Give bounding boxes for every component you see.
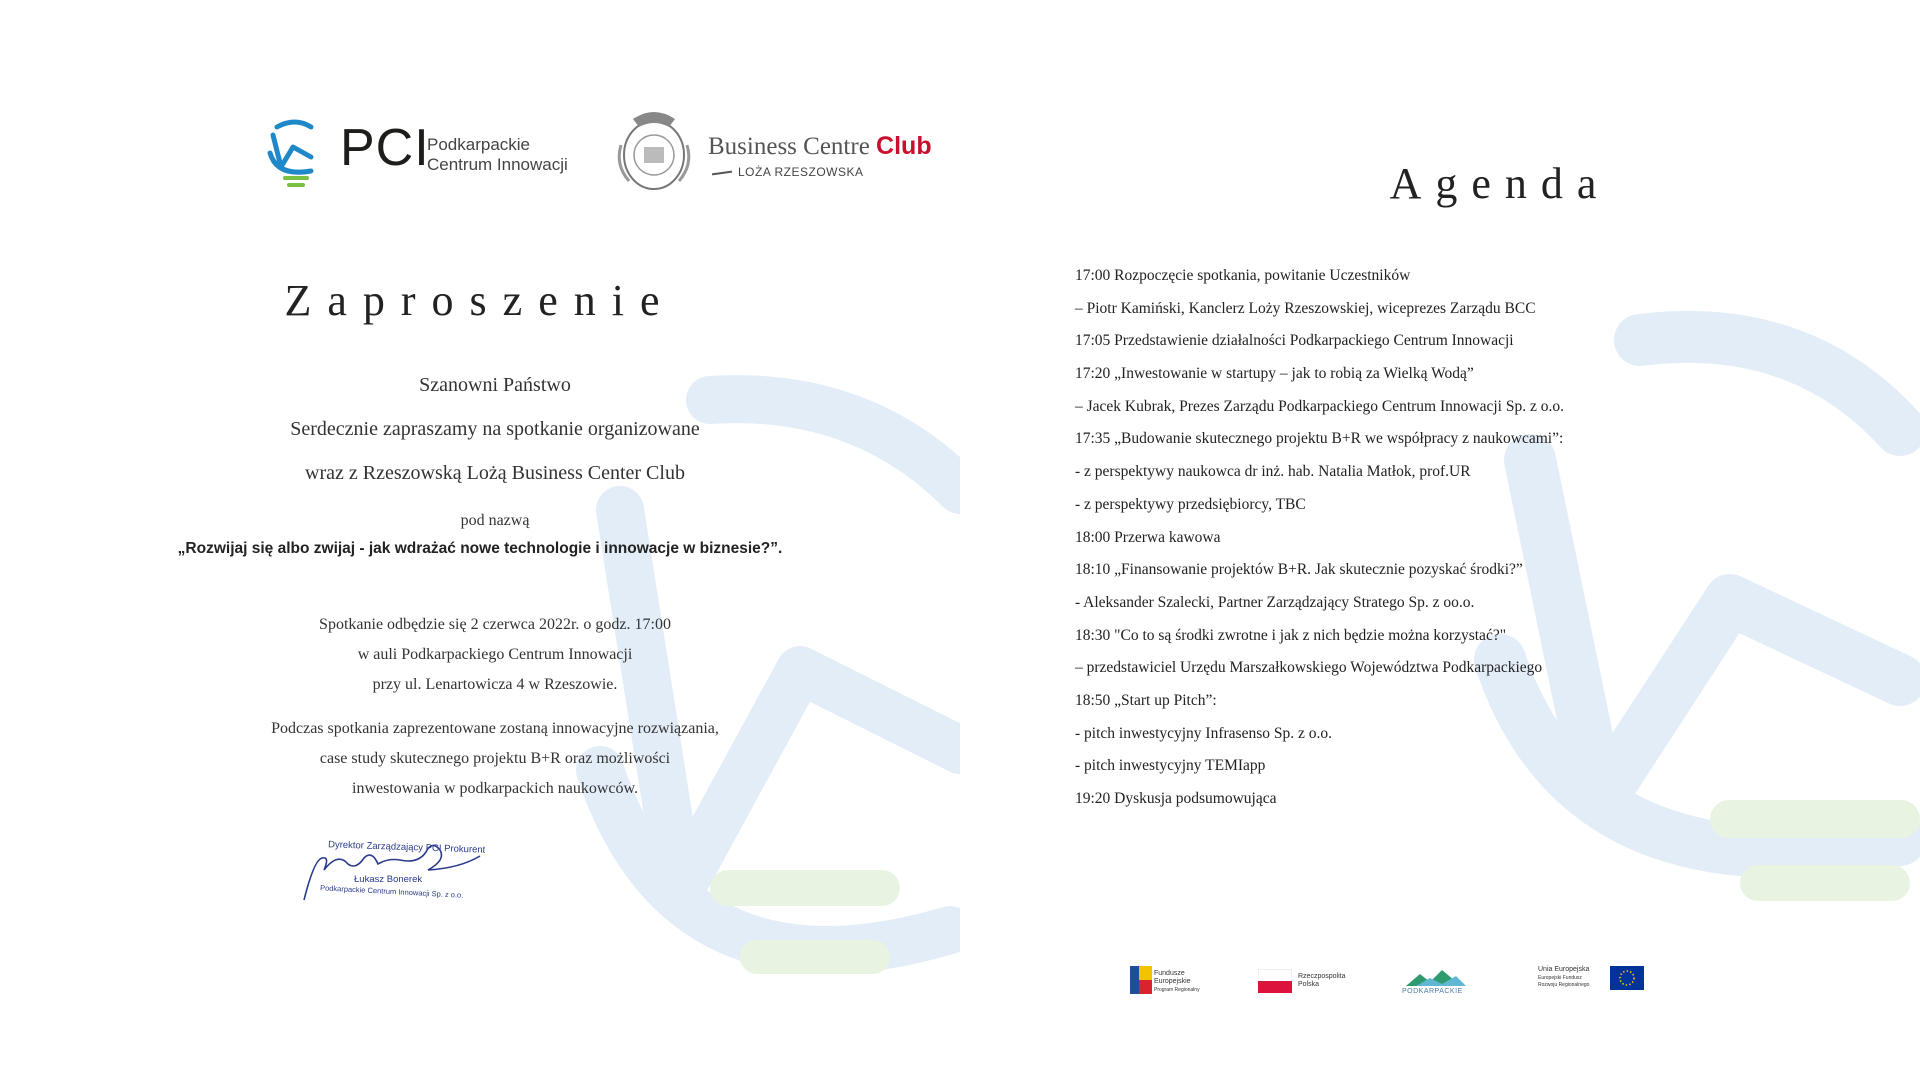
fundusze-europejskie-logo: Fundusze Europejskie Program Regionalny	[1130, 962, 1210, 1002]
agenda-item: 18:30 "Co to są środki zwrotne i jak z nich będzie można korzystać?"	[1075, 626, 1507, 644]
agenda-item: 19:20 Dyskusja podsumowująca	[1075, 790, 1277, 807]
header-logos	[265, 105, 960, 200]
meeting-info-line: przy ul. Lenartowicza 4 w Rzeszowie.	[372, 676, 618, 693]
agenda-item: 17:35 „Budowanie skutecznego projektu B+R we współpracy z naukowcami”:	[1075, 430, 1564, 448]
agenda-item: - Aleksander Szalecki, Partner Zarządzający Stratego Sp. z oo.o.	[1075, 593, 1475, 611]
pci-logo-text: PCI	[340, 119, 430, 177]
eu-flag-icon	[1610, 966, 1644, 990]
meeting-info-line: Spotkanie odbędzie się 2 czerwca 2022r. o godz. 17:00	[319, 616, 671, 633]
description-line: Podczas spotkania zaprezentowane zostaną innowacyjne rozwiązania,	[271, 720, 719, 737]
agenda-item: 18:00 Przerwa kawowa	[1075, 528, 1221, 546]
agenda-item: 18:10 „Finansowanie projektów B+R. Jak skutecznie pozyskać środki?”	[1075, 561, 1523, 579]
podkarpackie-logo: PODKARPACKIE	[1400, 962, 1490, 1002]
description-line: inwestowania w podkarpackich naukowców.	[352, 780, 638, 797]
event-name-label: pod nazwą	[460, 512, 530, 529]
agenda-item: 17:20 „Inwestowanie w startupy – jak to robią za Wielką Wodą”	[1075, 365, 1474, 383]
pci-logo-icon	[265, 113, 325, 193]
invite-text-line: wraz z Rzeszowską Lożą Business Center Club	[305, 462, 685, 484]
handwritten-signature-icon	[300, 830, 490, 905]
agenda-item: – Piotr Kamiński, Kanclerz Loży Rzeszowskiej, wiceprezes Zarządu BCC	[1075, 299, 1536, 317]
event-topic: „Rozwijaj się albo zwijaj - jak wdrażać nowe technologie i innowacje w biznesie?”.	[177, 540, 783, 557]
pci-logo-subtitle: Podkarpackie Centrum Innowacji	[427, 135, 568, 174]
agenda-item: – przedstawiciel Urzędu Marszałkowskiego Województwa Podkarpackiego	[1075, 659, 1543, 677]
agenda-title: Agenda	[1389, 159, 1611, 208]
agenda-list	[1075, 266, 1564, 822]
agenda-item: 18:50 „Start up Pitch”:	[1075, 691, 1217, 709]
bcc-logo-text: Business Centre Club	[708, 132, 932, 160]
funding-logos	[960, 962, 1920, 1002]
agenda-item: - pitch inwestycyjny TEMIapp	[1075, 757, 1266, 775]
agenda-page	[960, 0, 1920, 1080]
meeting-info-line: w auli Podkarpackiego Centrum Innowacji	[357, 646, 633, 663]
agenda-item: - z perspektywy naukowca dr inż. hab. Natalia Matłok, prof.UR	[1075, 463, 1471, 481]
bcc-logo-subtitle: LOŻA RZESZOWSKA	[712, 165, 864, 179]
greeting: Szanowni Państwo	[419, 374, 571, 396]
signature-stamp: Dyrektor Zarządzający PCI Prokurent Łukasz Bonerek Podkarpackie Centrum Innowacji Sp. z o.o.	[300, 830, 490, 905]
description-line: case study skutecznego projektu B+R oraz możliwości	[319, 750, 671, 767]
podkarpackie-mountains-icon	[1406, 970, 1466, 986]
agenda-item: 17:05 Przedstawienie działalności Podkarpackiego Centrum Innowacji	[1075, 332, 1514, 350]
invitation-title: Zaproszenie	[284, 276, 676, 325]
agenda-item: 17:00 Rozpoczęcie spotkania, powitanie Uczestników	[1075, 267, 1411, 284]
agenda-item: - pitch inwestycyjny Infrasenso Sp. z o.o.	[1075, 724, 1332, 742]
fe-flag-icon	[1130, 966, 1152, 994]
unia-europejska-logo: Unia Europejska Europejski Fundusz Rozwoju Regionalnego	[1538, 962, 1648, 1002]
agenda-item: – Jacek Kubrak, Prezes Zarządu Podkarpackiego Centrum Innowacji Sp. z o.o.	[1075, 397, 1564, 415]
rzeczpospolita-polska-logo: Rzeczpospolita Polska	[1258, 962, 1358, 1002]
invite-text-line: Serdecznie zapraszamy na spotkanie organizowane	[290, 418, 700, 440]
agenda-item: - z perspektywy przedsiębiorcy, TBC	[1075, 495, 1306, 513]
polish-flag-icon	[1258, 969, 1292, 993]
bcc-crest-icon	[613, 105, 695, 193]
